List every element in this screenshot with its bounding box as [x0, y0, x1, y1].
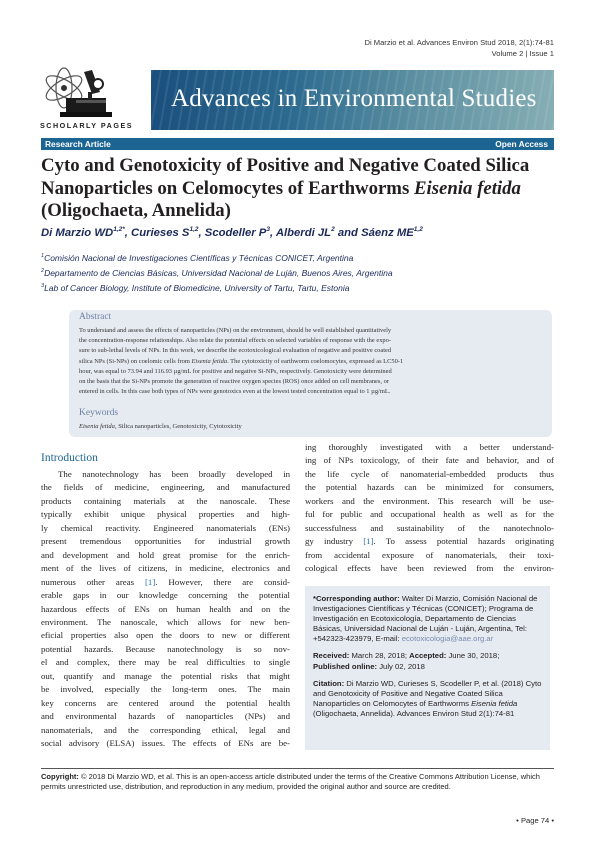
abstract-line: entered in cells. In this case both types of NPs were genotoxics even at the lowest tested concentration equal to 1 µg/mL.	[79, 388, 391, 396]
text-line: typically exhibit unique physical properties and high-	[41, 509, 290, 520]
affiliation-1: $^1$Comisión Nacional de Investigaciones Científicas y Técnicas CONICET, Argentina	[41, 253, 354, 263]
keywords-heading: Keywords	[79, 408, 119, 418]
author-affiliation-sup: 1,2*	[113, 226, 125, 233]
journal-citation-line: Di Marzio et al. Advances Environ Stud 2018, 2(1):74-81	[364, 38, 554, 47]
article-type-bar	[41, 138, 554, 150]
text-line: numerous other areas [1]. However, there are consid-	[41, 576, 290, 587]
publisher-logo-text: SCHOLARLY PAGES	[40, 121, 134, 130]
author-name: Alberdi JL	[275, 226, 332, 239]
email-link[interactable]: ecotoxicologia@aae.org.ar	[401, 634, 494, 644]
text-line: be involved, especially the long-term ones. The main	[41, 684, 290, 695]
text-line: and environmental hazards of nanoparticles (NPs) and	[41, 711, 290, 722]
journal-banner	[151, 70, 554, 130]
abstract-heading: Abstract	[79, 312, 112, 322]
article-title	[41, 155, 554, 223]
article-title-main: Cyto and Genotoxicity of Positive and Negative Coated Silica Nanoparticles on Celomocytes of Earthworms	[41, 155, 530, 199]
abstract-line: on the basis that the Si-NPs promote the generation of reactive oxygen species (ROS) once added on cell membranes, or	[79, 378, 389, 386]
author-affiliation-sup: 1,2	[413, 226, 423, 233]
text-line: cological effects have been reviewed from the environ-	[305, 563, 554, 574]
text-line: present tremendous opportunities for industrial growth	[41, 536, 290, 547]
article-title-species: Eisenia fetida	[413, 177, 521, 199]
volume-line: Volume 2 | Issue 1	[491, 49, 554, 58]
abstract-line: To understand and assess the effects of nanoparticles (NPs) on the environment, should be well established quantitatively	[79, 327, 392, 334]
reference-link[interactable]: [1]	[144, 576, 156, 587]
page-number: • Page 74 •	[516, 816, 554, 825]
open-access-label: Open Access	[495, 139, 548, 149]
text-line: ment of the lives of citizens, in medicine, electronics and	[41, 563, 290, 574]
text-line: ly chemical reactivity. Engineered nanomaterials (ENs)	[41, 522, 290, 533]
text-line: key concerns are centered around the potential health	[41, 697, 290, 708]
author-name: Di Marzio WD	[41, 226, 114, 239]
microscope-logo-icon	[40, 62, 132, 120]
text-line: gy industry [1]. To assess potential hazards originating	[305, 536, 554, 547]
text-line: the life cycle of nanomaterial-embedded products thus	[305, 468, 554, 479]
text-line: hazardous effects of ENs on human health and on the	[41, 603, 290, 614]
abstract-line: sure to sub-lethal levels of NPs. In this work, we describe the ecotoxicological evaluation of negative and positive coated	[79, 347, 392, 355]
author-name: Sáenz ME	[361, 226, 414, 239]
reference-link[interactable]: [1]	[363, 536, 374, 547]
article-type-label: Research Article	[45, 139, 111, 149]
text-line: el and complex, there may be real difficulties to single	[41, 657, 290, 668]
text-line: social advisory (ELSA) issues. The effects of ENs are be-	[41, 738, 290, 749]
author-affiliation-sup: 3	[266, 226, 270, 233]
abstract-text	[79, 326, 542, 397]
abstract-line: hour, was equal to 73.94 and 116.93 µg/mL for positive and negative Si-NPs, respectively. Genotoxicity were determined	[79, 367, 392, 375]
text-line: ful for public and occupational health as well as for the	[305, 509, 554, 520]
article-title-suffix: (Oligochaeta, Annelida)	[41, 200, 231, 221]
text-line: environment. The nanoscale, which allows for new ben-	[41, 616, 290, 627]
text-line: out, quantify and manage the potential risks that might	[41, 670, 290, 681]
text-line: ing of NPs toxicology, of their fate and behavior, and of	[305, 455, 554, 466]
corresponding-author: *Corresponding author: Walter Di Marzio, Comisión Nacional de Investigaciones Científicas y Técnicas (CONICET); Programa de Investigación en Ecotoxicología, Departamento de Ciencias Básicas, Universidad Nacional de Luján - Luján, Argentina, Tel: +542323-423979, E-mail: ecotoxicologia@aae.org.ar	[313, 594, 538, 644]
journal-title: Advances in Environmental Studies	[171, 85, 537, 112]
text-line: products containing materials at the nanoscale. These	[41, 495, 290, 506]
text-line: the fields of medicine, engineering, and manufactured	[41, 482, 290, 493]
text-line: The nanotechnology has been broadly developed in	[58, 469, 290, 479]
author-list: Di Marzio $WD^{1,2*}$, Curieses S$^{1,2}$, Scodeller $P^3$, Alberdi $JL^2$ and Sáenz ME$^{1,2}$	[41, 226, 423, 239]
affiliation-3: $^3$Lab of Cancer Biology, Institute of Biomedicine, University of Tartu, Tartu, Estonia	[41, 283, 350, 293]
abstract-box	[69, 310, 552, 437]
text-line: erable gaps in our knowledge concerning the potential	[41, 590, 290, 601]
introduction-heading: Introduction	[41, 452, 98, 464]
affiliation-2: $^2$Departamento de Ciencias Básicas, Universidad Nacional de Luján, Buenos Aires, Argentina	[41, 268, 393, 278]
correspondence-box	[305, 586, 550, 750]
abstract-line: the concentration-response relationships. Also relate the potential effects on selected variables of response with the expo-	[79, 337, 391, 345]
footer-divider	[41, 768, 554, 769]
text-line: the potential hazards can be minimized for consumers,	[305, 482, 554, 493]
introduction-left-column	[41, 468, 290, 751]
text-line: ing thoroughly investigated with a better understand-	[305, 442, 554, 452]
text-line: from accidental exposure of nanomaterials, their toxi-	[305, 549, 554, 560]
text-line: workers and the environment. This research will be use-	[305, 495, 554, 506]
text-line: eficial properties also open the doors to new or different	[41, 630, 290, 641]
text-line: and development and hold great promise for the enrich-	[41, 549, 290, 560]
text-line: potential hazards. Because nanotechnology is so nov-	[41, 643, 290, 654]
text-line: nanomaterials, and the corresponding ethical, legal and	[41, 724, 290, 735]
author-name: Scodeller P	[204, 226, 267, 239]
abstract-line: silica NPs (Si-NPs) on coelomic cells from Eisenia fetida. The cytotoxicity of earthworm coelomocytes, expressed as LC50-1	[79, 357, 404, 365]
dates: Received: March 28, 2018; Accepted: June 30, 2018; Published online: July 02, 2018	[313, 651, 500, 671]
author-name: Curieses S	[131, 226, 190, 239]
citation: Citation: Di Marzio WD, Curieses S, Scodeller P, et al. (2018) Cyto and Genotoxicity of Positive and Negative Coated Silica Nanoparticles on Celomocytes of Earthworms Eisenia fetida (Oligochaeta, Annelida). Advances Environ Stud 2(1):74-81	[313, 678, 542, 718]
author-affiliation-sup: 1,2	[189, 226, 199, 233]
text-line: successfulness and sustainability of the nanotechnolo-	[305, 522, 554, 533]
author-affiliation-sup: 2	[331, 226, 335, 233]
keywords-text: Eisenia fetida, Silica nanoparticles, Genotoxicity, Cytotoxicity	[79, 423, 242, 430]
introduction-right-column	[305, 441, 554, 576]
copyright-notice: Copyright: © 2018 Di Marzio WD, et al. This is an open-access article distributed under the terms of the Creative Commons Attribution License, which permits unrestricted use, distribution, and reproduction in any medium, provided the original author and source are credited.	[41, 772, 540, 791]
